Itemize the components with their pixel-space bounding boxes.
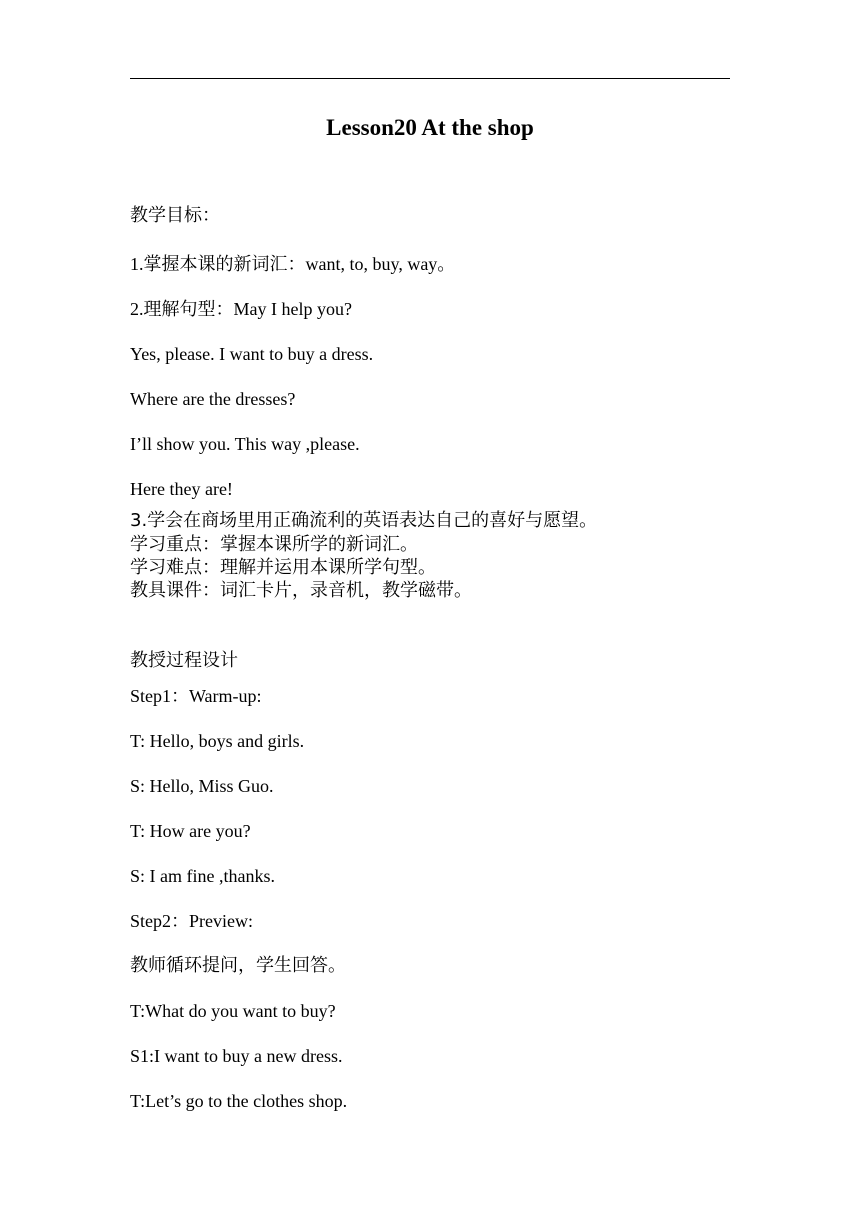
step-line: S: I am fine ,thanks. (130, 866, 275, 886)
objective-line: Here they are! (130, 479, 233, 499)
step-line: T:What do you want to buy? (130, 1001, 336, 1021)
step-line: S1:I want to buy a new dress. (130, 1046, 343, 1066)
difficult-points: 学习难点：理解并运用本课所学句型。 (130, 557, 436, 578)
objective-line: 1.掌握本课的新词汇：want, to, buy, way。 (130, 254, 456, 274)
objective-line: 3.学会在商场里用正确流利的英语表达自己的喜好与愿望。 (130, 510, 598, 531)
objective-line: 2.理解句型：May I help you? (130, 299, 352, 319)
step-line: S: Hello, Miss Guo. (130, 776, 274, 796)
key-points: 学习重点：掌握本课所学的新词汇。 (130, 534, 418, 555)
objectives-heading: 教学目标： (130, 205, 220, 226)
process-heading: 教授过程设计 (130, 650, 238, 671)
document-title: Lesson20 At the shop (326, 115, 534, 140)
objective-line: I’ll show you. This way ,please. (130, 434, 360, 454)
step-line: Step1：Warm-up: (130, 686, 262, 706)
step-line: T: How are you? (130, 821, 251, 841)
step-line: 教师循环提问，学生回答。 (130, 955, 346, 976)
step-line: T: Hello, boys and girls. (130, 731, 305, 751)
step-line: T:Let’s go to the clothes shop. (130, 1091, 348, 1111)
teaching-materials: 教具课件：词汇卡片，录音机，教学磁带。 (130, 580, 472, 601)
header-rule (130, 78, 730, 79)
objective-line: Yes, please. I want to buy a dress. (130, 344, 374, 364)
step-line: Step2：Preview: (130, 911, 253, 931)
objective-line: Where are the dresses? (130, 389, 296, 409)
